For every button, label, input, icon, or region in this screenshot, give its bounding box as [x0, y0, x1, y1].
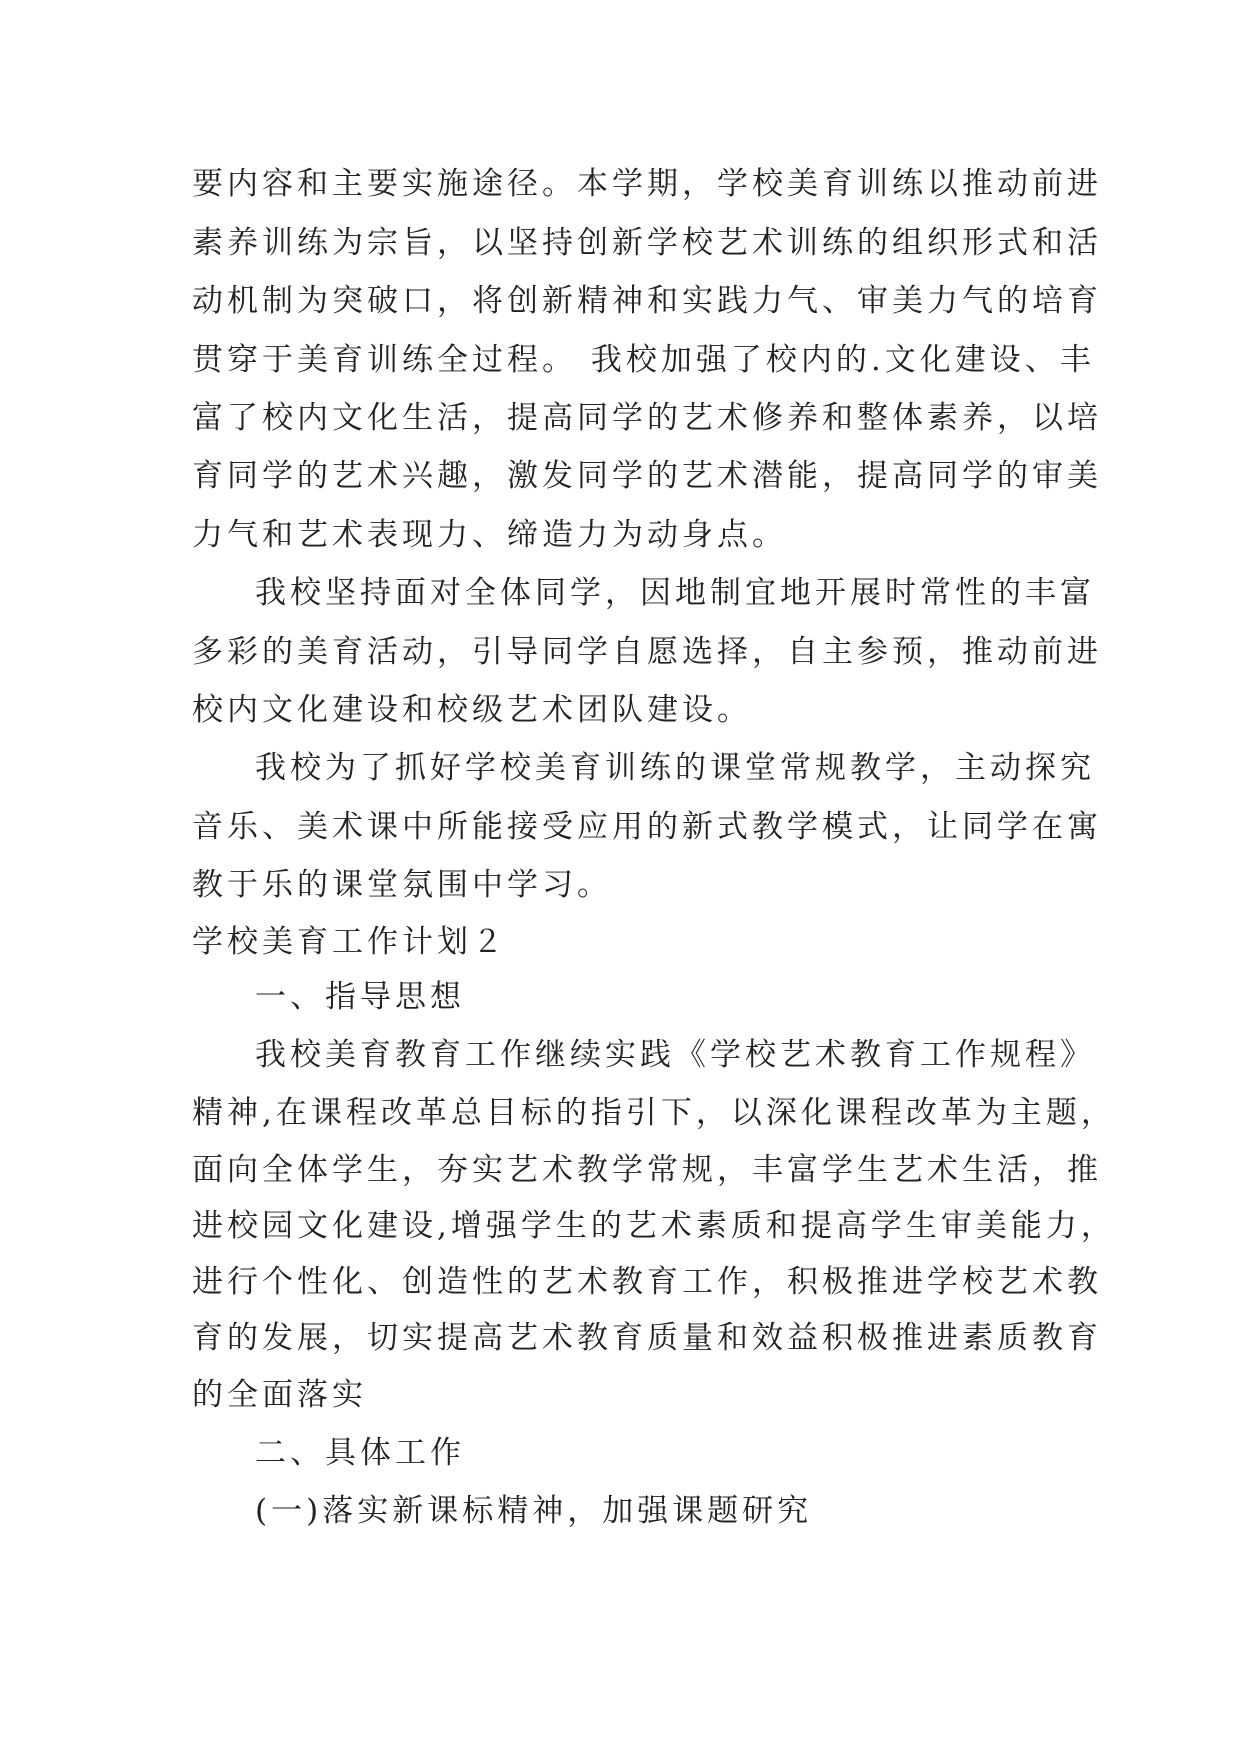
paragraph-line: 我校坚持面对全体同学，因地制宜地开展时常性的丰富 [255, 575, 1095, 611]
paragraph-line: 我校美育教育工作继续实践《学校艺术教育工作规程》 [255, 1037, 1095, 1073]
paragraph-line: 面向全体学生，夯实艺术教学常规，丰富学生艺术生活，推 [192, 1152, 1102, 1188]
section-heading: 一、指导思想 [255, 979, 465, 1015]
paragraph-line: 要内容和主要实施途径。本学期，学校美育训练以推动前进 [192, 166, 1102, 202]
paragraph-line: 贯穿于美育训练全过程。 我校加强了校内的.文化建设、丰 [192, 342, 1095, 378]
paragraph-line: 的全面落实 [192, 1377, 367, 1413]
paragraph-line: 校内文化建设和校级艺术团队建设。 [192, 692, 752, 728]
paragraph-line: 育的发展，切实提高艺术教育质量和效益积极推进素质教育 [192, 1320, 1102, 1356]
section-heading: 二、具体工作 [255, 1435, 465, 1471]
paragraph-line: 多彩的美育活动，引导同学自愿选择，自主参预，推动前进 [192, 634, 1102, 670]
paragraph-line: 力气和艺术表现力、缔造力为动身点。 [192, 517, 787, 553]
paragraph-line: 我校为了抓好学校美育训练的课堂常规教学，主动探究 [255, 750, 1095, 786]
paragraph-line: 进校园文化建设,增强学生的艺术素质和提高学生审美能力， [192, 1208, 1116, 1244]
paragraph-line: 富了校内文化生活，提高同学的艺术修养和整体素养，以培 [192, 400, 1102, 436]
paragraph-line: 素养训练为宗旨，以坚持创新学校艺术训练的组织形式和活 [192, 225, 1102, 261]
paragraph-line: 育同学的艺术兴趣，激发同学的艺术潜能，提高同学的审美 [192, 458, 1102, 494]
paragraph-line: 精神,在课程改革总目标的指引下，以深化课程改革为主题， [192, 1095, 1116, 1131]
paragraph-line: 动机制为突破口，将创新精神和实践力气、审美力气的培育 [192, 283, 1102, 319]
paragraph-line: 进行个性化、创造性的艺术教育工作，积极推进学校艺术教 [192, 1264, 1102, 1300]
paragraph-line: 教于乐的课堂氛围中学习。 [192, 867, 612, 903]
subsection-heading: (一)落实新课标精神，加强课题研究 [255, 1493, 813, 1529]
paragraph-line: 音乐、美术课中所能接受应用的新式教学模式，让同学在寓 [192, 809, 1102, 845]
section-title: 学校美育工作计划２ [192, 924, 507, 960]
